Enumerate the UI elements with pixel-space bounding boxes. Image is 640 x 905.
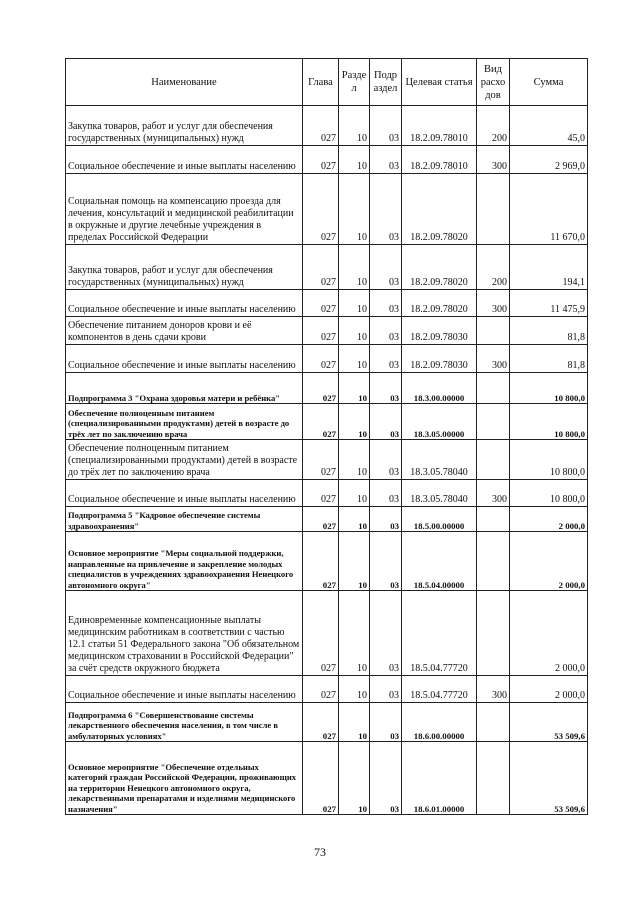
row-type — [477, 532, 510, 591]
row-sum: 10 800,0 — [510, 404, 588, 440]
table-row — [66, 146, 588, 174]
row-type — [477, 373, 510, 404]
table-row — [66, 440, 588, 480]
row-target: 18.5.04.00000 — [402, 532, 477, 591]
row-type — [477, 591, 510, 676]
row-section: 10 — [339, 703, 370, 742]
row-section: 10 — [339, 345, 370, 373]
row-chapter: 027 — [303, 404, 339, 440]
row-chapter: 027 — [303, 703, 339, 742]
row-chapter: 027 — [303, 676, 339, 703]
row-section: 10 — [339, 676, 370, 703]
row-type — [477, 404, 510, 440]
row-name: Обеспечение полноценным питанием (специализированными продуктами) детей в возрасте до трёх лет по заключению врача — [66, 440, 303, 480]
header-row — [66, 59, 588, 106]
row-type — [477, 317, 510, 345]
row-section: 10 — [339, 480, 370, 507]
row-section: 10 — [339, 373, 370, 404]
table-row — [66, 591, 588, 676]
row-chapter: 027 — [303, 146, 339, 174]
table-row-measure — [66, 404, 588, 440]
table-row — [66, 174, 588, 245]
row-subsection: 03 — [370, 742, 402, 815]
row-sum: 2 000,0 — [510, 507, 588, 532]
row-type: 300 — [477, 676, 510, 703]
row-type: 300 — [477, 290, 510, 317]
row-target: 18.5.00.00000 — [402, 507, 477, 532]
row-chapter: 027 — [303, 290, 339, 317]
row-target: 18.2.09.78030 — [402, 317, 477, 345]
row-type — [477, 174, 510, 245]
row-subsection: 03 — [370, 532, 402, 591]
row-name: Закупка товаров, работ и услуг для обеспечения государственных (муниципальных) нужд — [66, 106, 303, 146]
row-subsection: 03 — [370, 676, 402, 703]
row-subsection: 03 — [370, 373, 402, 404]
row-sum: 2 000,0 — [510, 532, 588, 591]
row-section: 10 — [339, 507, 370, 532]
row-section: 10 — [339, 290, 370, 317]
row-chapter: 027 — [303, 591, 339, 676]
row-sum: 53 509,6 — [510, 742, 588, 815]
row-chapter: 027 — [303, 440, 339, 480]
row-target: 18.6.00.00000 — [402, 703, 477, 742]
row-subsection: 03 — [370, 317, 402, 345]
row-name: Социальное обеспечение и иные выплаты населению — [66, 146, 303, 174]
row-section: 10 — [339, 591, 370, 676]
row-name: Социальное обеспечение и иные выплаты населению — [66, 290, 303, 317]
header-section: Разде л — [339, 59, 370, 106]
row-section: 10 — [339, 174, 370, 245]
header-sum: Сумма — [510, 59, 588, 106]
row-name: Социальное обеспечение и иные выплаты населению — [66, 345, 303, 373]
row-name: Обеспечение питанием доноров крови и её компонентов в день сдачи крови — [66, 317, 303, 345]
row-target: 18.3.05.00000 — [402, 404, 477, 440]
row-name: Обеспечение полноценным питанием (специализированными продуктами) детей в возрасте до трёх лет по заключению врача — [66, 404, 303, 440]
row-target: 18.5.04.77720 — [402, 591, 477, 676]
row-name: Подпрограмма 5 "Кадровое обеспечение системы здравоохранения" — [66, 507, 303, 532]
row-subsection: 03 — [370, 404, 402, 440]
table-row-subprogram — [66, 373, 588, 404]
header-subsection: Подр аздел — [370, 59, 402, 106]
row-name: Социальное обеспечение и иные выплаты населению — [66, 480, 303, 507]
row-name: Социальное обеспечение и иные выплаты населению — [66, 676, 303, 703]
row-target: 18.2.09.78010 — [402, 146, 477, 174]
row-chapter: 027 — [303, 245, 339, 290]
row-target: 18.3.05.78040 — [402, 440, 477, 480]
row-section: 10 — [339, 317, 370, 345]
row-name: Социальная помощь на компенсацию проезда для лечения, консультаций и медицинской реабилитации в окружные и другие лечебные учреждения в пределах Российской Федерации — [66, 174, 303, 245]
row-chapter: 027 — [303, 742, 339, 815]
row-name: Подпрограмма 3 "Охрана здоровья матери и ребёнка" — [66, 373, 303, 404]
row-name: Единовременные компенсационные выплаты медицинским работникам в соответствии с частью 12.1 статьи 51 Федерального закона "Об обязательном медицинском страховании в Российской Федерации" за счёт средств окружного бюджета — [66, 591, 303, 676]
row-subsection: 03 — [370, 106, 402, 146]
row-chapter: 027 — [303, 532, 339, 591]
row-sum: 2 000,0 — [510, 676, 588, 703]
row-section: 10 — [339, 440, 370, 480]
header-type: Вид расхо дов — [477, 59, 510, 106]
row-type: 200 — [477, 245, 510, 290]
row-subsection: 03 — [370, 480, 402, 507]
row-type: 200 — [477, 106, 510, 146]
row-subsection: 03 — [370, 507, 402, 532]
row-chapter: 027 — [303, 373, 339, 404]
row-chapter: 027 — [303, 174, 339, 245]
row-sum: 11 475,9 — [510, 290, 588, 317]
table-row — [66, 345, 588, 373]
row-sum: 2 000,0 — [510, 591, 588, 676]
budget-table — [65, 58, 588, 815]
row-chapter: 027 — [303, 317, 339, 345]
table-row-subprogram — [66, 703, 588, 742]
row-sum: 10 800,0 — [510, 440, 588, 480]
page-number: 73 — [314, 845, 326, 859]
row-type: 300 — [477, 345, 510, 373]
row-name: Основное мероприятие "Меры социальной поддержки, направленные на привлечение и закрепление молодых специалистов в учреждениях здравоохранения Ненецкого автономного округа" — [66, 532, 303, 591]
row-subsection: 03 — [370, 290, 402, 317]
row-sum: 10 800,0 — [510, 480, 588, 507]
table-row — [66, 106, 588, 146]
row-target: 18.5.04.77720 — [402, 676, 477, 703]
row-type: 300 — [477, 146, 510, 174]
table-row — [66, 245, 588, 290]
row-subsection: 03 — [370, 174, 402, 245]
row-sum: 53 509,6 — [510, 703, 588, 742]
row-target: 18.2.09.78020 — [402, 245, 477, 290]
header-target: Целевая статья — [402, 59, 477, 106]
row-sum: 81,8 — [510, 317, 588, 345]
row-section: 10 — [339, 106, 370, 146]
table-row-measure — [66, 742, 588, 815]
row-target: 18.6.01.00000 — [402, 742, 477, 815]
row-sum: 45,0 — [510, 106, 588, 146]
row-target: 18.2.09.78010 — [402, 106, 477, 146]
row-section: 10 — [339, 245, 370, 290]
row-subsection: 03 — [370, 245, 402, 290]
row-type — [477, 507, 510, 532]
table-row — [66, 480, 588, 507]
table-row — [66, 290, 588, 317]
table-row — [66, 676, 588, 703]
row-chapter: 027 — [303, 345, 339, 373]
table-row-subprogram — [66, 507, 588, 532]
row-sum: 10 800,0 — [510, 373, 588, 404]
header-chapter: Глава — [303, 59, 339, 106]
row-name: Подпрограмма 6 "Совершенствование системы лекарственного обеспечения населения, в том числе в амбулаторных условиях" — [66, 703, 303, 742]
row-subsection: 03 — [370, 703, 402, 742]
row-sum: 11 670,0 — [510, 174, 588, 245]
header-name: Наименование — [66, 59, 303, 106]
row-type — [477, 440, 510, 480]
row-type: 300 — [477, 480, 510, 507]
row-sum: 2 969,0 — [510, 146, 588, 174]
row-target: 18.3.00.00000 — [402, 373, 477, 404]
row-subsection: 03 — [370, 345, 402, 373]
row-name: Основное мероприятие "Обеспечение отдельных категорий граждан Российской Федерации, проживающих на территории Ненецкого автономного округа, лекарственными препаратами и изделиями медицинского назначения" — [66, 742, 303, 815]
row-section: 10 — [339, 742, 370, 815]
row-target: 18.2.09.78020 — [402, 290, 477, 317]
row-sum: 81,8 — [510, 345, 588, 373]
table-row — [66, 317, 588, 345]
row-subsection: 03 — [370, 591, 402, 676]
row-name: Закупка товаров, работ и услуг для обеспечения государственных (муниципальных) нужд — [66, 245, 303, 290]
row-target: 18.2.09.78020 — [402, 174, 477, 245]
row-section: 10 — [339, 532, 370, 591]
table-row-measure — [66, 532, 588, 591]
row-type — [477, 703, 510, 742]
row-section: 10 — [339, 404, 370, 440]
row-section: 10 — [339, 146, 370, 174]
row-type — [477, 742, 510, 815]
row-sum: 194,1 — [510, 245, 588, 290]
row-subsection: 03 — [370, 146, 402, 174]
row-chapter: 027 — [303, 480, 339, 507]
row-subsection: 03 — [370, 440, 402, 480]
row-target: 18.2.09.78030 — [402, 345, 477, 373]
row-target: 18.3.05.78040 — [402, 480, 477, 507]
row-chapter: 027 — [303, 106, 339, 146]
row-chapter: 027 — [303, 507, 339, 532]
